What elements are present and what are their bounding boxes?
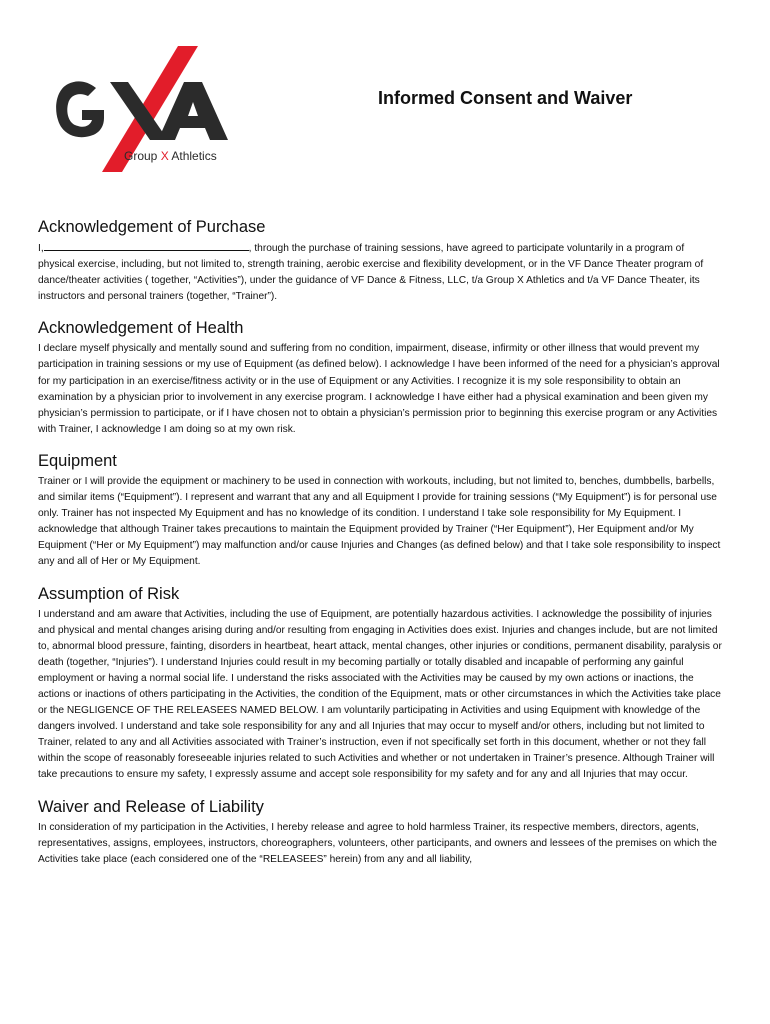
name-prefix: I, — [38, 243, 44, 254]
gxa-logo — [52, 46, 242, 176]
section-body: In consideration of my participation in the Activities, I hereby release and agree to hold harmless Trainer, its respective members, directors, agents, representatives, assigns, employees, instructors, choreographers, volunteers, other participants, and owners and lessees of the premises on which the Activities take place (each considered one of the “RELEASEES” herein) from any and all liability, — [38, 821, 717, 865]
section-body — [38, 240, 722, 305]
section-heading: Equipment — [38, 451, 117, 470]
section-heading: Waiver and Release of Liability — [38, 797, 264, 816]
document-title: Informed Consent and Waiver — [378, 88, 633, 108]
section-assumption-of-risk — [38, 583, 722, 784]
section-body: Trainer or I will provide the equipment or machinery to be used in connection with workouts, including, but not limited to, benches, dumbbells, barbells, and similar items (“Equipment”). I represent and warrant that any and all Equipment I provide for training sessions (“My Equipment”) is for personal use only. Trainer has not inspected My Equipment and has no knowledge of its condition. I understand I take sole responsibility for My Equipment. I acknowledge that although Trainer takes precautions to maintain the Equipment provided by Trainer (“Her Equipment”), Her Equipment and/or My Equipment (“Her or My Equipment”) may malfunction and/or cause Injuries and Changes (as defined below) and that I take sole responsibility to inspect any and all of Her or My Equipment. — [38, 475, 721, 568]
section-acknowledgement-of-health — [38, 317, 722, 438]
svg-text:Group X Athletics — [124, 149, 217, 163]
logo-tagline-prefix: Group — [124, 149, 161, 163]
section-heading: Acknowledgement of Purchase — [38, 218, 266, 236]
document-body — [38, 216, 722, 880]
section-body: I declare myself physically and mentally sound and suffering from no condition, impairment, disease, infirmity or other illness that would prevent my participation in training sessions or my use of Equipment (as defined below). I acknowledge I have been informed of the need for a physician’s approval for my participation in an exercise/fitness activity or in the use of Equipment or any Activities. I recognize it is my sole responsibility to obtain an examination by a physician prior to involvement in any exercise program. I acknowledge I have either had a physical examination and been given my physician’s permission to participate, or if I have chosen not to obtain a physician’s permission prior to beginning this exercise program or any Activities with Trainer, I acknowledge I am doing so at my own risk. — [38, 343, 720, 435]
section-waiver-and-release — [38, 796, 722, 868]
logo-letter-g — [56, 81, 104, 137]
section-acknowledgement-of-purchase — [38, 216, 722, 305]
section-body-text: , through the purchase of training sessions, have agreed to participate voluntarily in a program of physical exercise, including, but not limited to, strength training, aerobic exercise and flexibility development, or in the VF Dance Theater program of dance/theater activities ( together, “Activities”), under the guidance of VF Dance & Fitness, LLC, t/a Group X Athletics and t/a VF Dance Theater, its instructors and personal trainers (together, “Trainer”). — [38, 243, 704, 303]
name-blank-line[interactable] — [44, 240, 249, 251]
logo-tagline-suffix: Athletics — [168, 149, 217, 163]
gxa-logo-graphic — [52, 46, 242, 176]
section-body: I understand and am aware that Activities, including the use of Equipment, are potentially hazardous activities. I acknowledge the possibility of injuries and physical and mental changes arising during and/or resulting from engaging in Activities does exist. Injuries and changes include, but are not limited to, abnormal blood pressure, fainting, disorders in heartbeat, heart attack, mental changes, other injuries or conditions, permanent disability, paralysis or death (together, “Injuries”). I understand Injuries could result in my becoming partially or totally disabled and incapable of performing any gainful employment or having a normal social life. I understand the risks associated with the Activities may be caused by my own actions or inactions, the actions or inactions of others participating in the Activities, the condition of the Equipment, mats or other circumstances in which the Activities take place or the NEGLIGENCE OF THE RELEASEES NAMED BELOW. I am voluntarily participating in Activities and using Equipment with knowledge of the dangers involved. I understand and take sole responsibility for any and all Injuries that may occur to myself and/or others, including but not limited to Trainer, related to any and all Activities associated with Trainer’s instruction, even if not specifically set forth in this document, whether or not they fall within the scope of reasonably foreseeable injuries related to such Activities and whether or not undertaken in Trainer’s presence. Although Trainer will take precautions to ensure my safety, I expressly assume and accept sole responsibility for my safety and for any and all Injuries that may occur. — [38, 608, 722, 781]
logo-tagline-accent: X — [160, 149, 169, 163]
section-heading: Assumption of Risk — [38, 584, 180, 603]
section-heading: Acknowledgement of Health — [38, 319, 244, 338]
section-equipment — [38, 450, 722, 571]
